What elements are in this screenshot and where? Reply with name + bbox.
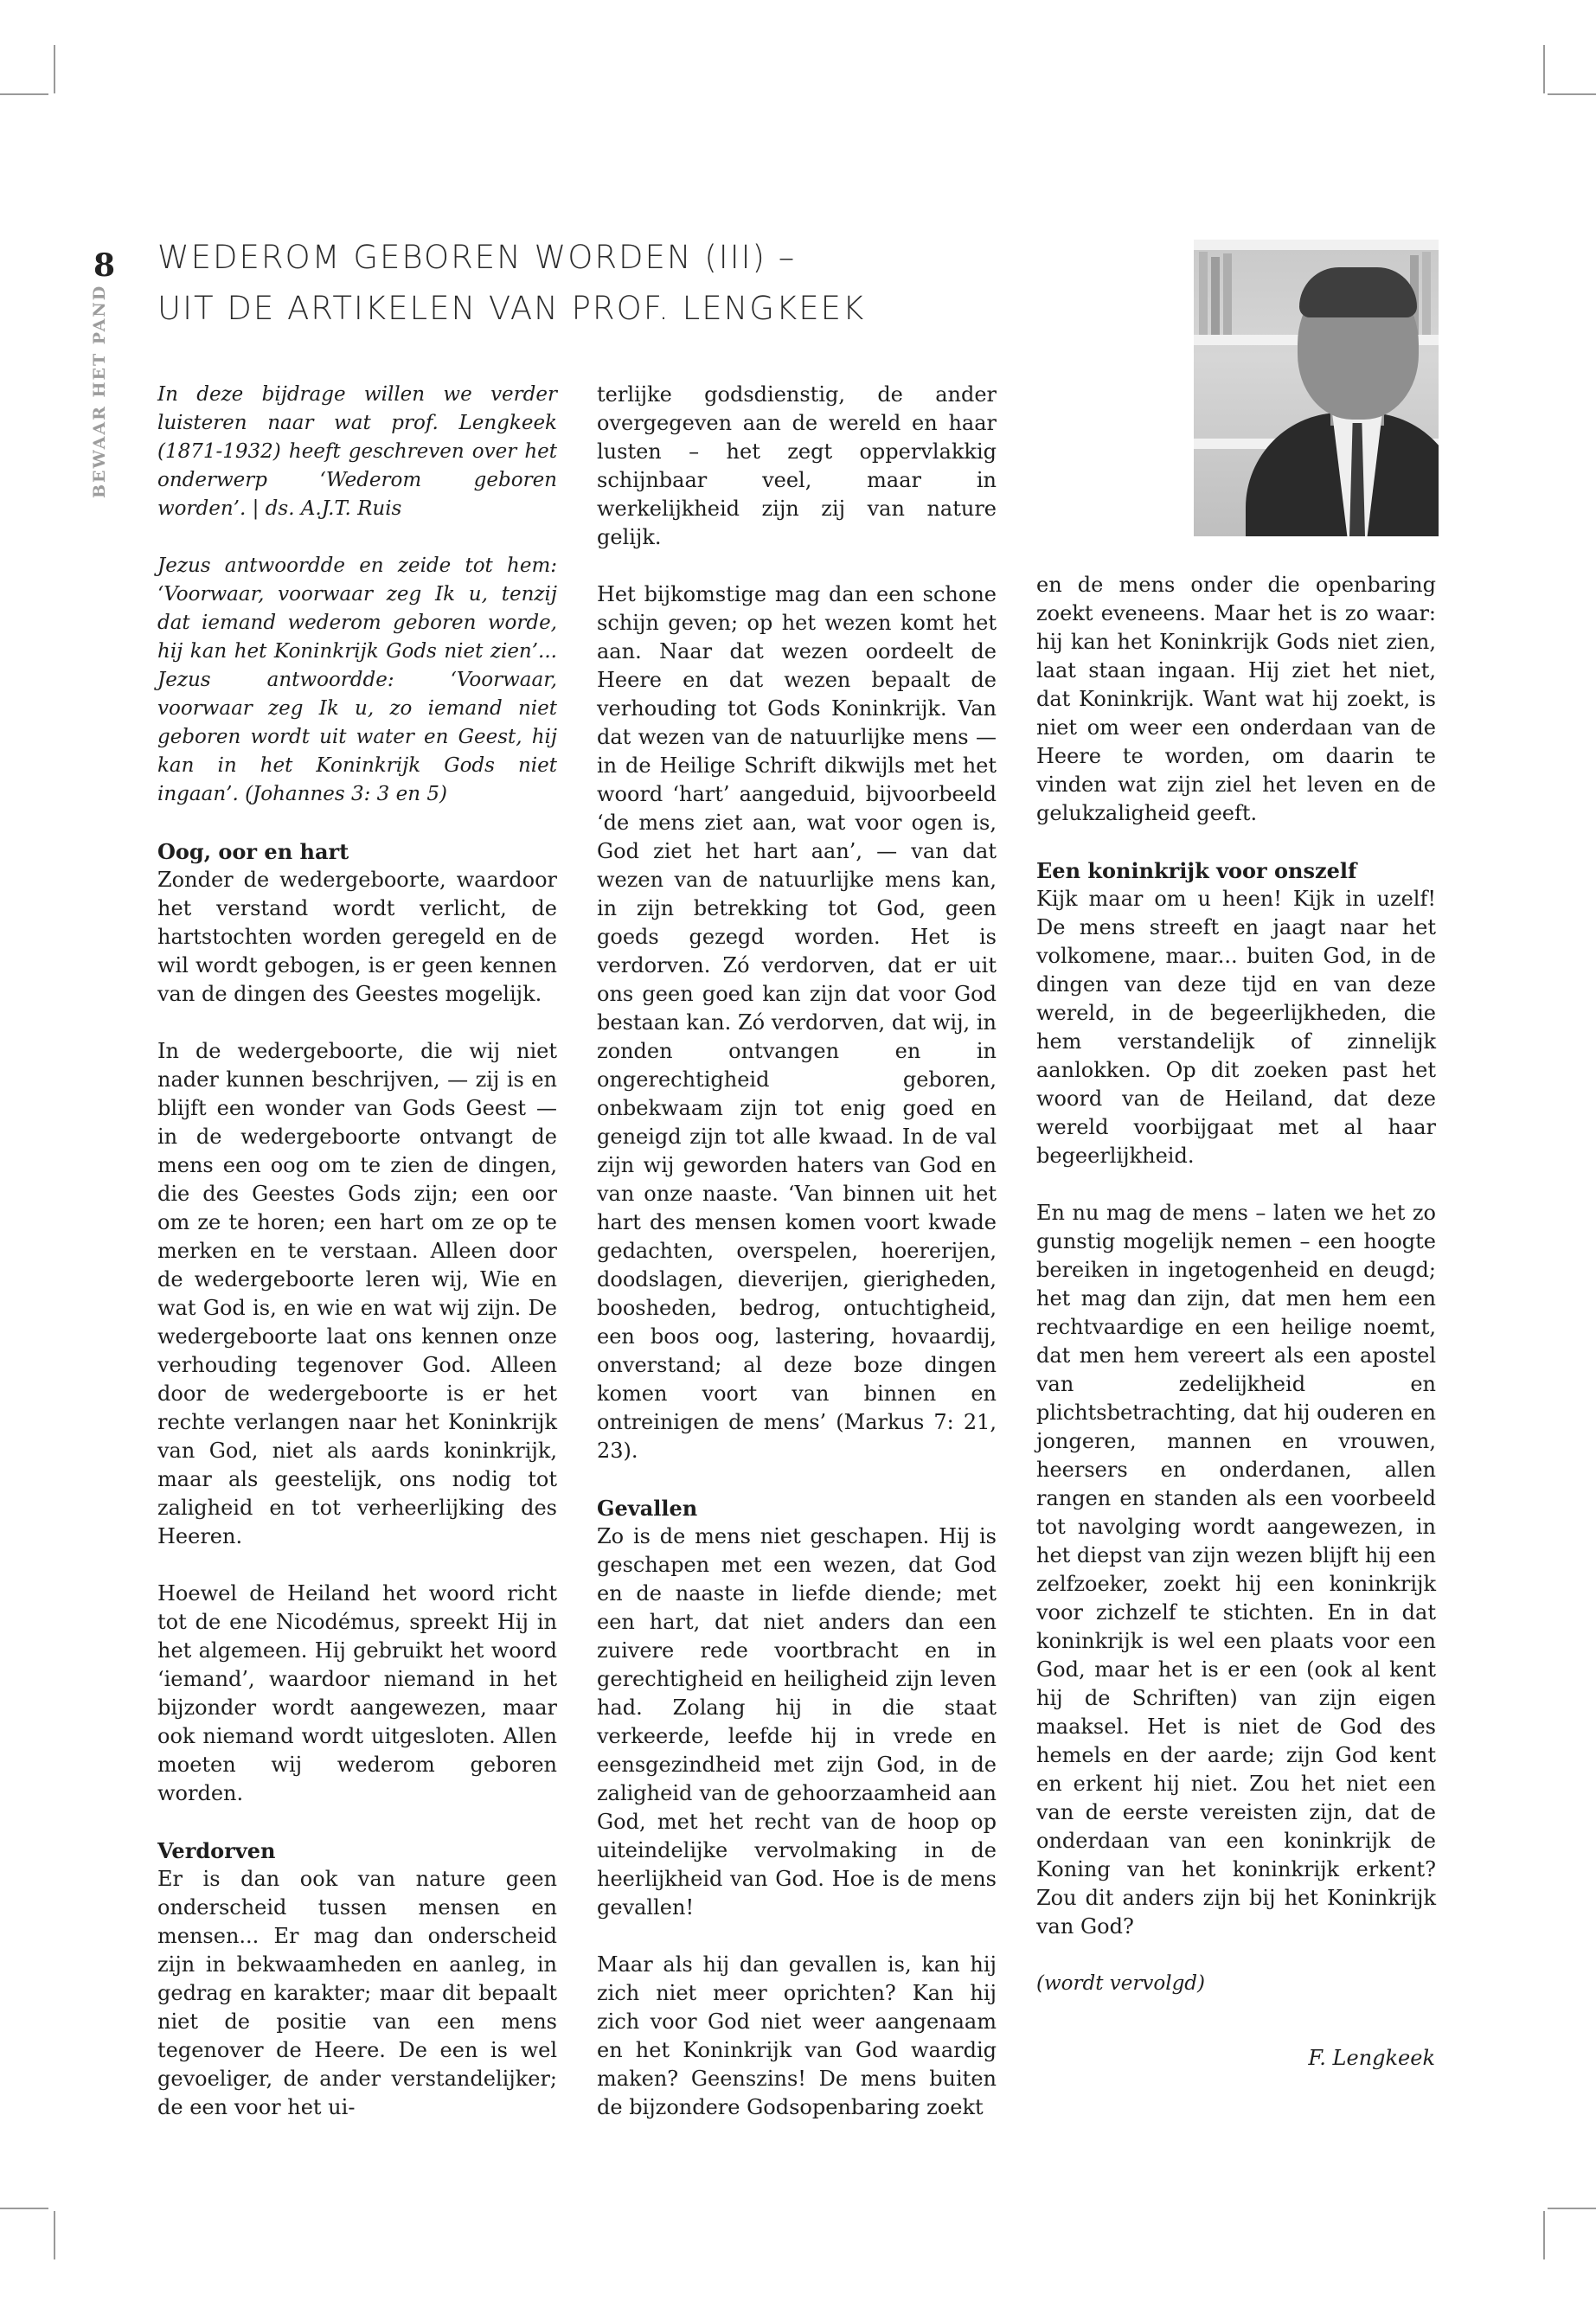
column-1 <box>157 381 557 2122</box>
section-heading: Oog, oor en hart <box>157 839 349 864</box>
book <box>1211 257 1220 335</box>
hair <box>1299 267 1417 317</box>
page-number: 8 <box>93 247 116 284</box>
crop-mark-bottom-left <box>54 2211 55 2259</box>
body-paragraph: Zo is de mens niet geschapen. Hij is geschapen met een wezen, dat God en de naaste in liefde diende; met een hart, dat niet anders dan een zuivere rede voortbracht en in gerechtigheid en heiligheid zijn leven had. Zolang hij in die staat verkeerde, leefde hij in vrede en eensgezindheid met zijn God, in de zaligheid van de gehoorzaamheid aan God, met het recht van de hoop op uiteindelijke vervolmaking in de heerlijkheid van God. Hoe is de mens gevallen! <box>597 1524 997 1920</box>
section-label: BEWAAR HET PAND <box>90 284 109 498</box>
continued-note: (wordt vervolgd) <box>1036 1972 1205 1995</box>
section-heading: Gevallen <box>597 1496 698 1521</box>
body-paragraph: Kijk maar om u heen! Kijk in uzelf! De mens streeft en jaagt naar het volkomene, maar... buiten God, in de dingen van deze tijd en van deze wereld, in de begeerlijkheden, die hem verstandelijk of zinnelijk aanlokken. Op dit zoeken past het woord van de Heiland, dat deze wereld voorbijgaat met al haar begeerlijkheid. <box>1036 887 1436 1168</box>
book <box>1223 253 1232 335</box>
body-paragraph: terlijke godsdienstig, de ander overgegeven aan de wereld en haar lusten – het zegt oppervlakkig schijnbaar veel, maar in werkelijkheid zijn zij van nature gelijk. <box>597 382 997 549</box>
crop-mark-top-right <box>1543 45 1545 93</box>
column-2 <box>597 381 997 2122</box>
crop-mark-bottom-left <box>0 2208 48 2209</box>
section-heading: Verdorven <box>157 1838 276 1863</box>
body-paragraph: Er is dan ook van nature geen onderscheid tussen mensen en mensen... Er mag dan onderscheid zijn in bekwaamheden en aanleg, in gedrag en karakter; maar dit bepaalt niet de positie van een mens tegenover de Heere. De een is wel gevoeliger, de ander verstandelijker; de een voor het ui- <box>157 1867 557 2119</box>
crop-mark-top-right <box>1548 93 1596 95</box>
book <box>1199 252 1208 335</box>
crop-mark-top-left <box>0 93 48 95</box>
crop-mark-bottom-right <box>1548 2208 1596 2209</box>
body-paragraph: Zonder de wedergeboorte, waardoor het verstand wordt verlicht, de hartstochten worden geregeld en de wil wordt gebogen, is er geen kennen van de dingen des Geestes mogelijk. <box>157 868 557 1006</box>
bookshelf <box>1194 240 1439 250</box>
author-portrait-icon <box>1194 240 1439 536</box>
body-paragraph: In de wedergeboorte, die wij niet nader kunnen beschrijven, — zij is en blijft een wonder van Gods Geest — in de wedergeboorte ontvangt de mens een oog om te zien de dingen, die des Geestes Gods zijn; een oor om ze te horen; een hart om ze op te merken en te verstaan. Alleen door de wedergeboorte leren wij, Wie en wat God is, en wie en wat wij zijn. De wedergeboorte laat ons kennen onze verhouding tegenover God. Alleen door de wedergeboorte is er het rechte verlangen naar het Koninkrijk van God, niet als aards koninkrijk, maar als geestelijk, ons nodig tot zaligheid en tot verheerlijking des Heeren. <box>157 1039 557 1548</box>
crop-mark-bottom-right <box>1543 2211 1545 2259</box>
body-paragraph: en de mens onder die openbaring zoekt eveneens. Maar het is zo waar: hij kan het Koninkrijk Gods niet zien, laat staan ingaan. Hij ziet het niet, dat Koninkrijk. Want wat hij zoekt, is niet om weer een onderdaan van de Heere te worden, om daarin te vinden wat zijn ziel het leven en de gelukzaligheid geeft. <box>1036 573 1436 825</box>
bible-quote: Jezus antwoordde en zeide tot hem: ‘Voorwaar, voorwaar zeg Ik u, tenzij dat iemand wederom geboren worde, hij kan het Koninkrijk Gods niet zien’... Jezus antwoordde: ‘Voorwaar, voorwaar zeg Ik u, zo iemand niet geboren wordt uit water en Geest, hij kan in het Koninkrijk Gods niet ingaan’. (Johannes 3: 3 en 5) <box>157 554 557 805</box>
body-paragraph: Het bijkomstige mag dan een schone schijn geven; op het wezen komt het aan. Naar dat wezen oordeelt de Heere en dat wezen bepaalt de verhouding tot Gods Koninkrijk. Van dat wezen van de natuurlijke mens — in de Heilige Schrift dikwijls met het woord ‘hart’ aangeduid, bijvoorbeeld ‘de mens ziet aan, wat voor ogen is, God ziet het hart aan’, — van dat wezen van de natuurlijke mens kan, in zijn betrekking tot God, geen goeds gezegd worden. Het is verdorven. Zó verdorven, dat er uit ons geen goed kan zijn dat voor God bestaan kan. Zó verdorven, dat wij, in zonden ontvangen en in ongerechtigheid geboren, onbekwaam zijn tot enig goed en geneigd zijn tot alle kwaad. In de val zijn wij geworden haters van God en van onze naaste. ‘Van binnen uit het hart des mensen komen voort kwade gedachten, overspelen, hoererijen, doodslagen, dieverijen, gierigheden, boosheden, bedrog, ontuchtigheid, een boos oog, lastering, hovaardij, onverstand; al deze boze dingen komen voort van binnen en ontreinigen de mens’ (Markus 7: 21, 23). <box>597 582 997 1463</box>
author-signature: F. Lengkeek <box>1308 2046 1435 2070</box>
body-paragraph: Hoewel de Heiland het woord richt tot de ene Nicodémus, spreekt Hij in het algemeen. Hij gebruikt het woord ‘iemand’, waardoor niemand in het bijzonder wordt aangewezen, maar ook niemand wordt uitgesloten. Allen moeten wij wederom geboren worden. <box>157 1581 557 1805</box>
title-line-1: WEDEROM GEBOREN WORDEN (III) – <box>157 239 797 276</box>
column-3 <box>1036 571 1436 1998</box>
article-title <box>157 232 1178 334</box>
body-paragraph: Maar als hij dan gevallen is, kan hij zich niet meer oprichten? Kan hij zich voor God niet weer aangenaam en het Koninkrijk van God waardig maken? Geenszins! De mens buiten de bijzondere Godsopenbaring zoekt <box>597 1952 997 2119</box>
section-heading: Een koninkrijk voor onszelf <box>1036 858 1357 883</box>
title-line-2: UIT DE ARTIKELEN VAN PROF. LENGKEEK <box>157 290 866 327</box>
body-paragraph: En nu mag de mens – laten we het zo gunstig mogelijk nemen – een hoogte bereiken in ingetogenheid en deugd; het mag dan zijn, dat men hem een rechtvaardige en een heilige noemt, dat men hem vereert als een apostel van zedelijkheid en plichtsbetrachting, dat hij ouderen en jongeren, mannen en vrouwen, heersers en onderdanen, allen rangen en standen als een voorbeeld tot navolging wordt aangewezen, in het diepst van zijn wezen blijft hij een zelfzoeker, zoekt hij een koninkrijk voor zichzelf te stichten. En in dat koninkrijk is wel een plaats voor een God, maar het is er een (ook al kent hij de Schriften) van zijn eigen maaksel. Het is niet de God des hemels en der aarde; zijn God kent en erkent hij niet. Zou het niet een van de eerste vereisten zijn, dat de onderdaan van een koninkrijk de Koning van het koninkrijk erkent? Zou dit anders zijn bij het Koninkrijk van God? <box>1036 1201 1436 1939</box>
intro-text: In deze bijdrage willen we verder luisteren naar wat prof. Lengkeek (1871-1932) heeft geschreven over het onderwerp ‘Wederom geboren worden’. | ds. A.J.T. Ruis <box>157 383 557 520</box>
book <box>1422 252 1431 335</box>
crop-mark-top-left <box>54 45 55 93</box>
